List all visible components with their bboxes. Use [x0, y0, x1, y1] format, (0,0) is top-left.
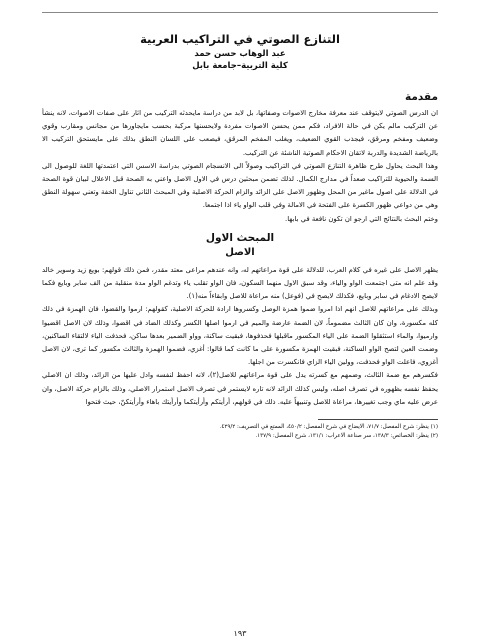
- body-paragraph: يظهر الاصل على غيره في كلام العرب، للدلالة على قوة مراعاتهم له، وانه عندهم مراعى معتد مقدر، فمن ذلك قولهم: بويع زيد وسوير خالد وقد علم انه متى اجتمعت الواو والياء، وقد سبق الاول منهما السكون، فان الواو تقلب ياء وتدغم الواو مدة منقلبة من الف سابر وبايع فكما لايصح الادغام في سابر وبايع، فكذلك لايصح في (فوعل) منه مراعاة للاصل وابقاءاً منه(١).: [42, 265, 438, 301]
- page-number: ١٩٣: [233, 629, 247, 638]
- intro-paragraph: ان الدرس الصوتي لايتوقف عند معرفة مخارج الاصوات وصفاتها، بل لابد من دراسة مايحدثه التركيب من اثار على صفات الاصوات، لانه ينشأ عن التركيب مالم يكن في حالة الافراد، فكم ممن يحسن الاصوات مفردة ولايحسنها مركبة بحسب مايجاورها من مجانس ومقارب وقوي وضعيف ومفخم ومرقق، فيجذب القوي الضعيف، ويغلب المفخم المرقق، فيصعب على اللسان النطق بذلك على مايستحق التركيب الا بالرياضة الشديدة والدربة لاتقان الاحكام الصوتية الناشئة عن التركيب.: [42, 109, 438, 157]
- body-paragraph: وبذلك على مراعاتهم للاصل انهم اذا امروا ضموا همزة الوصل وكسروها ارادة للحركة الاصلية، كقولهم: ارموا والقضوا، فان الهمزة في ذلك كله مكسورة، وان كان الثالث مضموماً، لان الضمة عارضة والميم في ارموا اصلها الكسر وكذلك الضاد في اقضوا، وذلك لان الاصل اقضيوا وارميوا، والماء استثقلوا الضمة على الياء المكسور ماقبلها فحذفوها، فبقيت ساكنة، وواو الضمير بعدها ساكن، فحذفت الياء لالتقاء الساكنين، وضمت العين لتصح الواو الساكنة، فبقيت الهمزة مكسورة على ما كانت كما قالوا: أغزي، فضموا الهمزة والثالث مكسور كما ترى، لان الاصل أغزوي، فاعلت الواو فحذفت، وولين الياء الزاي فانكسرت من اجلها.: [42, 305, 438, 367]
- paper-title: التنازع الصوتي في التراكيب العربية: [140, 32, 340, 46]
- intro-paragraph: وختم البحث بالنتائج التي ارجو ان تكون نافعة في بابها.: [285, 214, 438, 223]
- body-paragraph: فكسرهم مع ضمة الثالث، وضمهم مع كسرته يدل على قوة مراعاتهم للاصل(٢)، لانه احفظ لنفسه وادل عليها من الزائد، وذلك ان الاصلي يحفظ نفسه بظهوره في تصرف اصله، وليس كذلك الزائد لانه تاره لايستمر في تصرف الاصل استمرار الاصلي، وذلك بالزام حركة الاصل، وان عرض عليه ماي وجب تغييرها، مراعاة للاصل وتنبيهاً عليه. ذلك في قولهم، أرأيتكم وأرأيتكما وأرأيتك باهاء وأرأيتكنّ، حيث فتحوا: [42, 371, 438, 406]
- footnote-divider: [318, 419, 438, 420]
- subsection-heading: الاصل: [225, 246, 255, 258]
- author-affiliation: كلية التربية–جامعة بابل: [192, 61, 288, 71]
- footnote: (٢) ينظر: الخصائص: ١٣٨/٣، سر صناعة الاعراب: ١٣١/١، شرح المفصل: ١٣٧/٩.: [255, 433, 438, 440]
- section-heading: المبحث الاول: [205, 231, 275, 244]
- footnote: (١) ينظر: شرح المفصل: ٧١/٧، الايضاح في شرح المفصل: ٤٥٠/٢، الممتع في التصريف: ٤٢٩/٢.: [219, 424, 438, 431]
- intro-heading: مقدمة: [405, 91, 438, 103]
- running-header: [42, 0, 438, 13]
- author-name: عبد الوهاب حسن حمد: [194, 49, 286, 59]
- intro-paragraph: وهذا البحث يحاول طرح ظاهرة التنازع الصوتي في التراكيب وصولاً الى الانسجام الصوتي بدراسة الاسس التي اعتمدتها اللغة للوصول الى السمة والحيوية للتراكيب صعداً في مدارج الكمال. لذلك تضمن مبحثين درس في الاول الاصل واعني به الصحة قبل الاعلال لبيان قوة الصحة في الدلالة على اصول ماغير من المحل وظهور الاصل على الزائد والزام الحركة الاصلية وفي المبحث الثاني تناول الخفة وتعني سهولة النطق وهي من دواعي ظهور الكسرة على الفتحة في الامالة وفي قلب الواو ياء اذا اجتمعا.: [42, 161, 438, 210]
